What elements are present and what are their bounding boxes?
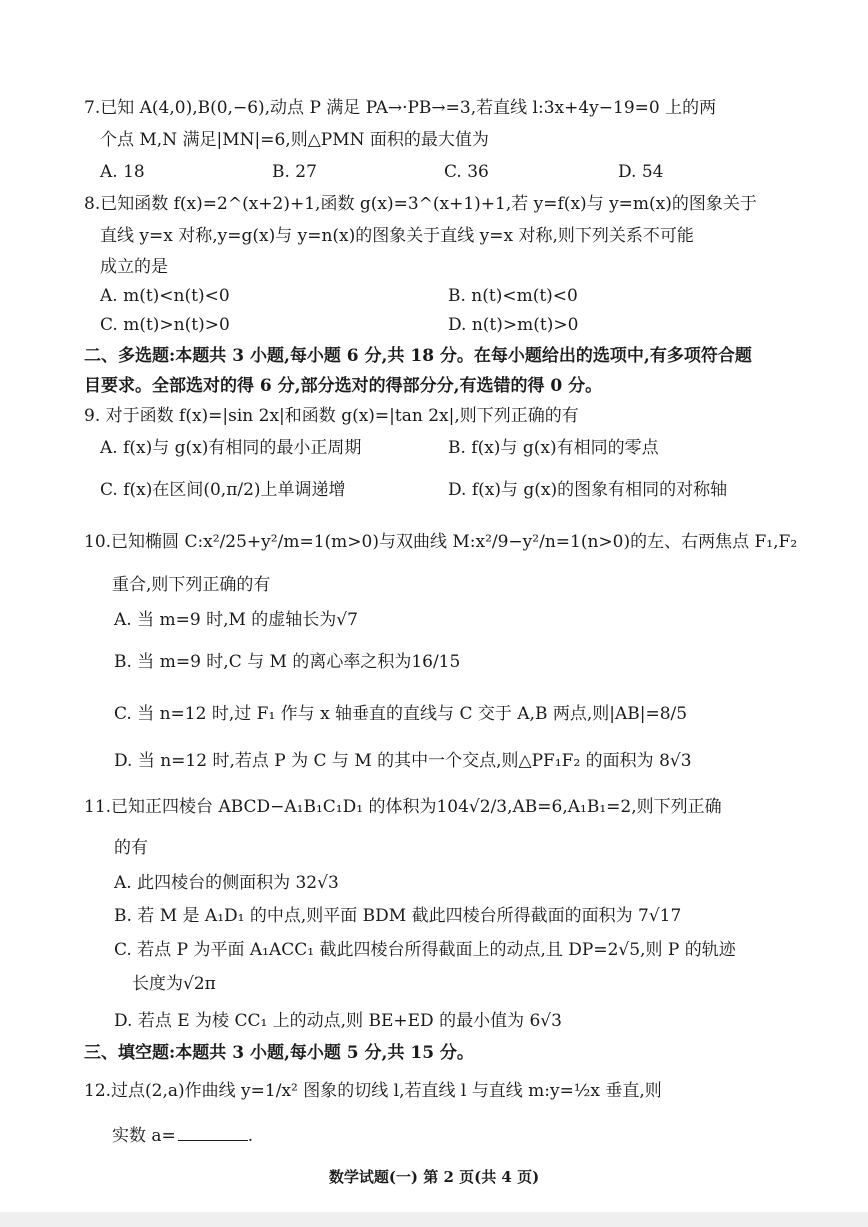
q12-prompt: 实数 a=	[112, 1126, 176, 1146]
q7-line2: 个点 M,N 满足|MN|=6,则△PMN 面积的最大值为	[100, 130, 489, 150]
q7-line1: 7.已知 A(4,0),B(0,−6),动点 P 满足 PA→·PB→=3,若直线 l:3x+4y−19=0 上的两	[84, 98, 717, 118]
section2-heading-line2: 目要求。全部选对的得 6 分,部分选对的得部分分,有选错的得 0 分。	[84, 376, 603, 396]
q7-options	[100, 162, 790, 182]
q10-option-a: A. 当 m=9 时,M 的虚轴长为√7	[114, 610, 358, 630]
q8-option-d: D. n(t)>m(t)>0	[448, 315, 579, 335]
q8-line2: 直线 y=x 对称,y=g(x)与 y=n(x)的图象关于直线 y=x 对称,则下列关系不可能	[100, 226, 694, 246]
q12-answer-blank[interactable]	[178, 1124, 248, 1141]
q7-option-c: C. 36	[444, 162, 489, 182]
q10-line2: 重合,则下列正确的有	[112, 575, 271, 595]
page-footer: 数学试题(一) 第 2 页(共 4 页)	[328, 1168, 540, 1186]
q9-option-c: C. f(x)在区间(0,π/2)上单调递增	[100, 480, 346, 500]
q11-option-d: D. 若点 E 为棱 CC₁ 上的动点,则 BE+ED 的最小值为 6√3	[114, 1011, 562, 1031]
q12-end: .	[247, 1126, 254, 1146]
q10-option-d: D. 当 n=12 时,若点 P 为 C 与 M 的其中一个交点,则△PF₁F₂ 的面积为 8√3	[114, 751, 692, 771]
q11-line1: 11.已知正四棱台 ABCD−A₁B₁C₁D₁ 的体积为104√2/3,AB=6,A₁B₁=2,则下列正确	[84, 797, 722, 817]
section2-heading-line1: 二、多选题:本题共 3 小题,每小题 6 分,共 18 分。在每小题给出的选项中,有多项符合题	[84, 346, 752, 366]
q9-option-b: B. f(x)与 g(x)有相同的零点	[448, 438, 659, 458]
q10-option-b: B. 当 m=9 时,C 与 M 的离心率之积为16/15	[114, 652, 461, 672]
q11-option-c-line1: C. 若点 P 为平面 A₁ACC₁ 截此四棱台所得截面上的动点,且 DP=2√5,则 P 的轨迹	[114, 940, 736, 960]
q8-option-a: A. m(t)<n(t)<0	[100, 286, 230, 306]
q11-option-a: A. 此四棱台的侧面积为 32√3	[114, 873, 339, 893]
q11-option-b: B. 若 M 是 A₁D₁ 的中点,则平面 BDM 截此四棱台所得截面的面积为 7√17	[114, 906, 682, 926]
scan-bottom-edge	[0, 1212, 868, 1227]
q10-line1: 10.已知椭圆 C:x²/25+y²/m=1(m>0)与双曲线 M:x²/9−y²/n=1(n>0)的左、右两焦点 F₁,F₂	[84, 532, 798, 552]
q12-line1: 12.过点(2,a)作曲线 y=1/x² 图象的切线 l,若直线 l 与直线 m:y=½x 垂直,则	[84, 1081, 662, 1101]
q9-option-a: A. f(x)与 g(x)有相同的最小正周期	[100, 438, 362, 458]
q10-option-c: C. 当 n=12 时,过 F₁ 作与 x 轴垂直的直线与 C 交于 A,B 两点,则|AB|=8/5	[114, 704, 688, 724]
q9-option-d: D. f(x)与 g(x)的图象有相同的对称轴	[448, 480, 728, 500]
q8-line3: 成立的是	[100, 257, 168, 277]
q7-option-d: D. 54	[618, 162, 664, 182]
q11-option-c-line2: 长度为√2π	[132, 974, 216, 994]
section3-heading: 三、填空题:本题共 3 小题,每小题 5 分,共 15 分。	[84, 1043, 474, 1063]
q12-line2	[112, 1124, 253, 1146]
q8-option-c: C. m(t)>n(t)>0	[100, 315, 230, 335]
q7-option-a: A. 18	[100, 162, 145, 182]
q8-line1: 8.已知函数 f(x)=2^(x+2)+1,函数 g(x)=3^(x+1)+1,若 y=f(x)与 y=m(x)的图象关于	[84, 194, 757, 214]
q8-option-b: B. n(t)<m(t)<0	[448, 286, 578, 306]
q9-stem: 9. 对于函数 f(x)=|sin 2x|和函数 g(x)=|tan 2x|,则下列正确的有	[84, 406, 579, 426]
q11-line2: 的有	[114, 838, 148, 858]
q7-option-b: B. 27	[272, 162, 317, 182]
